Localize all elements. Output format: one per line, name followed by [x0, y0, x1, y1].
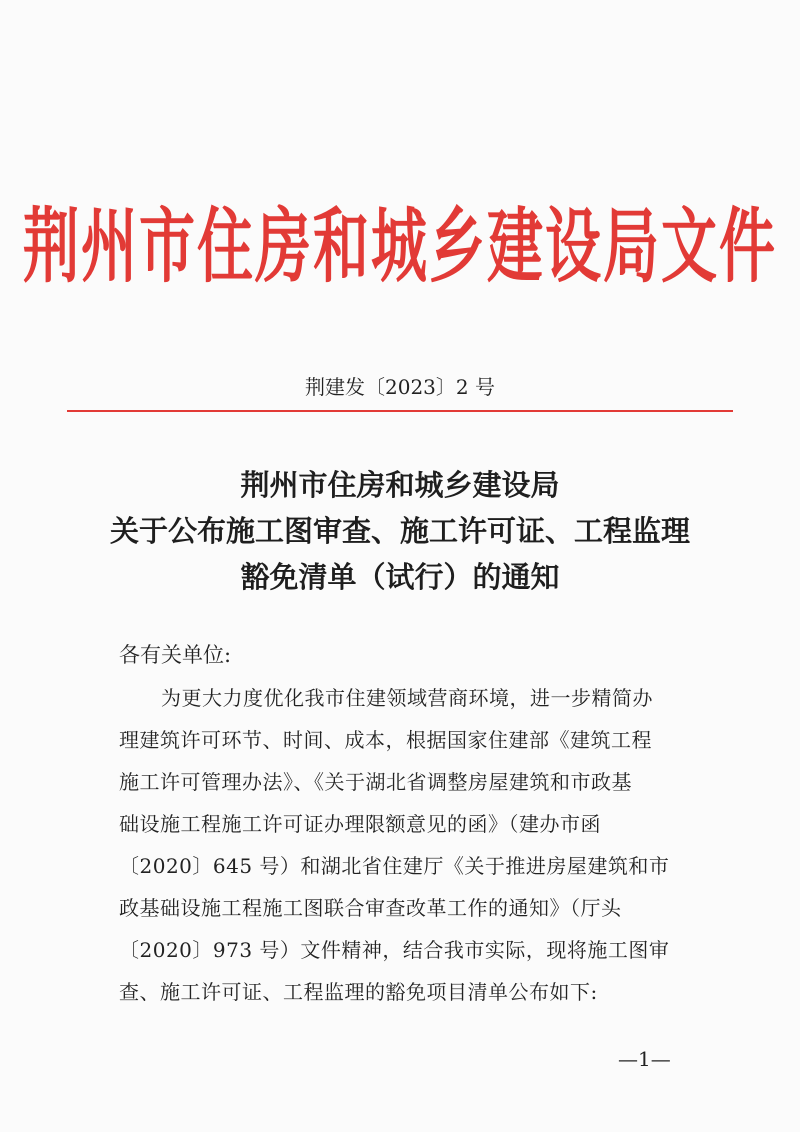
- body-line: 〔2020〕645 号）和湖北省住建厅《关于推进房屋建筑和市: [119, 854, 670, 878]
- red-divider-line: [67, 410, 733, 412]
- page-number: —1—: [618, 1047, 671, 1071]
- body-line: 施工许可管理办法》、《关于湖北省调整房屋建筑和市政基: [119, 770, 632, 794]
- body-paragraph: [119, 677, 683, 1013]
- body-line: 理建筑许可环节、时间、成本，根据国家住建部《建筑工程: [119, 728, 652, 752]
- title-line: 关于公布施工图审查、施工许可证、工程监理: [109, 514, 690, 548]
- document-number: 荆建发〔2023〕2 号: [305, 375, 495, 399]
- body-line: 查、施工许可证、工程监理的豁免项目清单公布如下:: [119, 980, 598, 1004]
- salutation: 各有关单位:: [119, 643, 232, 667]
- document-title: [0, 462, 800, 600]
- body-line: 〔2020〕973 号）文件精神，结合我市实际，现将施工图审: [119, 938, 670, 962]
- title-line: 豁免清单（试行）的通知: [240, 560, 560, 594]
- body-line: 政基础设施工程施工图联合审查改革工作的通知》（厅头: [119, 896, 622, 920]
- body-line: 础设施工程施工许可证办理限额意见的函》（建办市函: [119, 812, 601, 836]
- document-masthead: 荆州市住房和城乡建设局文件: [23, 200, 777, 295]
- body-line: 为更大力度优化我市住建领域营商环境，进一步精简办: [161, 686, 653, 710]
- title-line: 荆州市住房和城乡建设局: [240, 468, 560, 502]
